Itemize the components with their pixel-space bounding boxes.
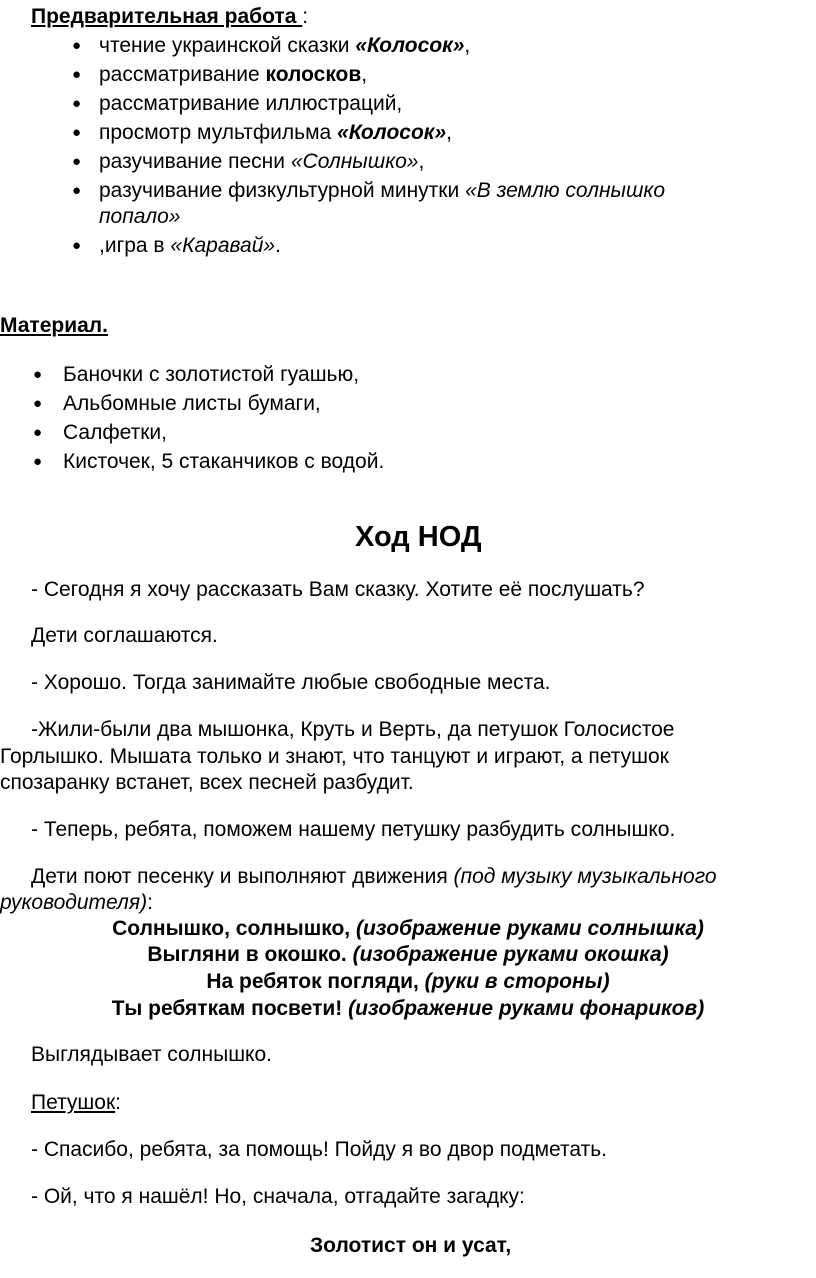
bullet-icon: ● (72, 237, 82, 254)
bullet-icon: ● (33, 395, 43, 412)
prep-heading-colon: : (302, 5, 309, 28)
prep-item-6-cont: попало» (99, 205, 181, 228)
story-p2: Дети соглашаются. (31, 624, 218, 647)
prep-item-1: чтение украинской сказки «Колосок», (99, 34, 471, 57)
bullet-icon: ● (72, 153, 82, 170)
song-line-4: Ты ребяткам посвети! (изображение руками фонариков) (111, 997, 705, 1020)
riddle-line: Золотист он и усат, (310, 1234, 512, 1257)
prep-heading-line (31, 4, 308, 30)
story-p3: - Хорошо. Тогда занимайте любые свободные места. (31, 671, 551, 694)
bullet-icon: ● (72, 124, 82, 141)
story-p8: - Спасибо, ребята, за помощь! Пойду я во двор подметать. (31, 1138, 607, 1161)
story-p6-line1: Дети поют песенку и выполняют движения (под музыку музыкального (31, 865, 717, 888)
prep-heading: Предварительная работа (31, 5, 303, 28)
material-item-3: Салфетки, (63, 421, 167, 444)
story-p5: - Теперь, ребята, поможем нашему петушку разбудить солнышко. (31, 818, 676, 841)
material-item-4: Кисточек, 5 стаканчиков с водой. (63, 450, 385, 473)
bullet-icon: ● (33, 453, 43, 470)
bullet-icon: ● (72, 37, 82, 54)
bullet-icon: ● (72, 66, 82, 83)
story-p1: - Сегодня я хочу рассказать Вам сказку. Хотите её послушать? (31, 578, 645, 601)
song-line-3: На ребяток погляди, (руки в стороны) (206, 970, 610, 993)
material-heading: Материал. (0, 314, 108, 337)
section-title: Ход НОД (355, 521, 482, 553)
bullet-icon: ● (72, 182, 82, 199)
bullet-icon: ● (33, 424, 43, 441)
story-p4-line3: спозаранку встанет, всех песней разбудит. (0, 771, 414, 794)
bullet-icon: ● (72, 95, 82, 112)
material-item-2: Альбомные листы бумаги, (63, 392, 321, 415)
prep-item-2: рассматривание колосков, (99, 63, 368, 86)
story-p9: - Ой, что я нашёл! Но, сначала, отгадайте загадку: (31, 1185, 525, 1208)
prep-item-7: ,игра в «Каравай». (99, 234, 281, 257)
prep-item-4: просмотр мультфильма «Колосок», (99, 121, 452, 144)
bullet-icon: ● (33, 366, 43, 383)
prep-item-3: рассматривание иллюстраций, (99, 92, 403, 115)
story-p4-line2: Горлышко. Мышата только и знают, что танцуют и играют, а петушок (0, 745, 669, 768)
prep-item-6: разучивание физкультурной минутки «В землю солнышко (99, 179, 666, 202)
song-line-2: Выгляни в окошко. (изображение руками окошка) (147, 943, 669, 966)
story-p4-line1: -Жили-были два мышонка, Круть и Верть, да петушок Голосистое (31, 718, 675, 741)
speaker-line: Петушок: (31, 1091, 121, 1114)
prep-item-5: разучивание песни «Солнышко», (99, 150, 425, 173)
speaker-label: Петушок (31, 1091, 116, 1114)
story-p6-line2: руководителя): (0, 891, 153, 914)
song-line-1: Солнышко, солнышко, (изображение руками солнышка) (112, 917, 704, 940)
story-p7: Выглядывает солнышко. (31, 1043, 272, 1066)
material-item-1: Баночки с золотистой гуашью, (63, 363, 360, 386)
